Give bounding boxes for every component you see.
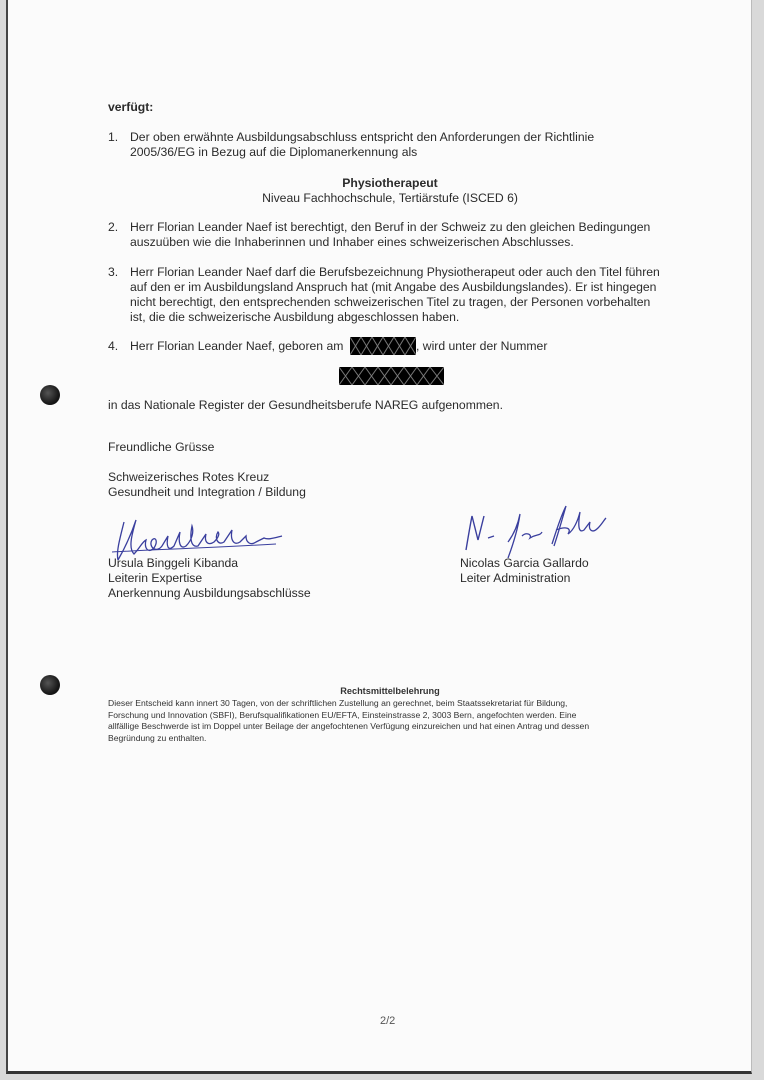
page-number: 2/2 bbox=[380, 1015, 396, 1027]
heading-verfuegt: verfügt: bbox=[108, 100, 154, 114]
redaction-register-number bbox=[339, 367, 444, 385]
item-3-line-2: auf den er im Ausbildungsland Anspruch hat (mit Angabe des Ausbildungslandes). Er ist hingegen bbox=[130, 280, 657, 294]
item-3-number: 3. bbox=[108, 265, 119, 279]
profession-level: Niveau Fachhochschule, Tertiärstufe (ISCED 6) bbox=[262, 191, 518, 205]
closing-greeting: Freundliche Grüsse bbox=[108, 440, 215, 454]
item-3-line-4: ist, die die schweizerische Ausbildung abgeschlossen haben. bbox=[130, 310, 460, 324]
legal-line-2: Forschung und Innovation (SBFI), Berufsqualifikationen EU/EFTA, Einsteinstrasse 2, 3003 Bern, angefochten werden. Eine bbox=[108, 709, 577, 720]
signatory-right-name: Nicolas Garcia Gallardo bbox=[460, 556, 589, 570]
signatory-left-name: Ursula Binggeli Kibanda bbox=[108, 556, 239, 570]
item-1-number: 1. bbox=[108, 130, 119, 144]
item-2-line-1: Herr Florian Leander Naef ist berechtigt, den Beruf in der Schweiz zu den gleichen Bedingungen bbox=[130, 220, 651, 234]
punch-hole-top bbox=[40, 385, 60, 405]
item-2-line-2: auszuüben wie die Inhaberinnen und Inhaber eines schweizerischen Abschlusses. bbox=[130, 235, 574, 249]
legal-line-1: Dieser Entscheid kann innert 30 Tagen, von der schriftlichen Zustellung an gerechnet, beim Staatssekretariat für Bildung, bbox=[108, 698, 568, 708]
legal-line-4: Begründung zu enthalten. bbox=[108, 732, 207, 743]
item-4-text-after: , wird unter der Nummer bbox=[416, 339, 548, 353]
profession-title: Physiotherapeut bbox=[342, 176, 438, 190]
item-3-line-1: Herr Florian Leander Naef darf die Berufsbezeichnung Physiotherapeut oder auch den Titel führen bbox=[130, 265, 660, 279]
legal-line-3: allfällige Beschwerde ist im Doppel unter Beilage der angefochtenen Verfügung einzureichen und hat einen Antrag und dessen bbox=[108, 721, 590, 731]
item-1-line-1: Der oben erwähnte Ausbildungsabschluss entspricht den Anforderungen der Richtlinie bbox=[130, 130, 595, 144]
document-page bbox=[6, 0, 752, 1074]
legal-title: Rechtsmittelbelehrung bbox=[340, 686, 440, 696]
item-2-number: 2. bbox=[108, 220, 119, 234]
item-1-line-2: 2005/36/EG in Bezug auf die Diplomanerkennung als bbox=[130, 145, 418, 159]
redaction-birthdate bbox=[350, 337, 416, 355]
item-4-number: 4. bbox=[108, 339, 119, 353]
signatory-left-dept: Anerkennung Ausbildungsabschlüsse bbox=[108, 586, 311, 600]
item-4-text-before: Herr Florian Leander Naef, geboren am bbox=[130, 339, 344, 353]
signatory-left-role: Leiterin Expertise bbox=[108, 571, 203, 585]
register-line: in das Nationale Register der Gesundheitsberufe NAREG aufgenommen. bbox=[108, 398, 503, 412]
org-name: Schweizerisches Rotes Kreuz bbox=[108, 470, 270, 484]
signatory-right-role: Leiter Administration bbox=[460, 571, 571, 585]
org-department: Gesundheit und Integration / Bildung bbox=[108, 485, 306, 499]
item-3-line-3: nicht berechtigt, den entsprechenden schweizerischen Titel zu tragen, der Personen vorbehalten bbox=[130, 295, 651, 309]
signature-right bbox=[456, 498, 616, 562]
